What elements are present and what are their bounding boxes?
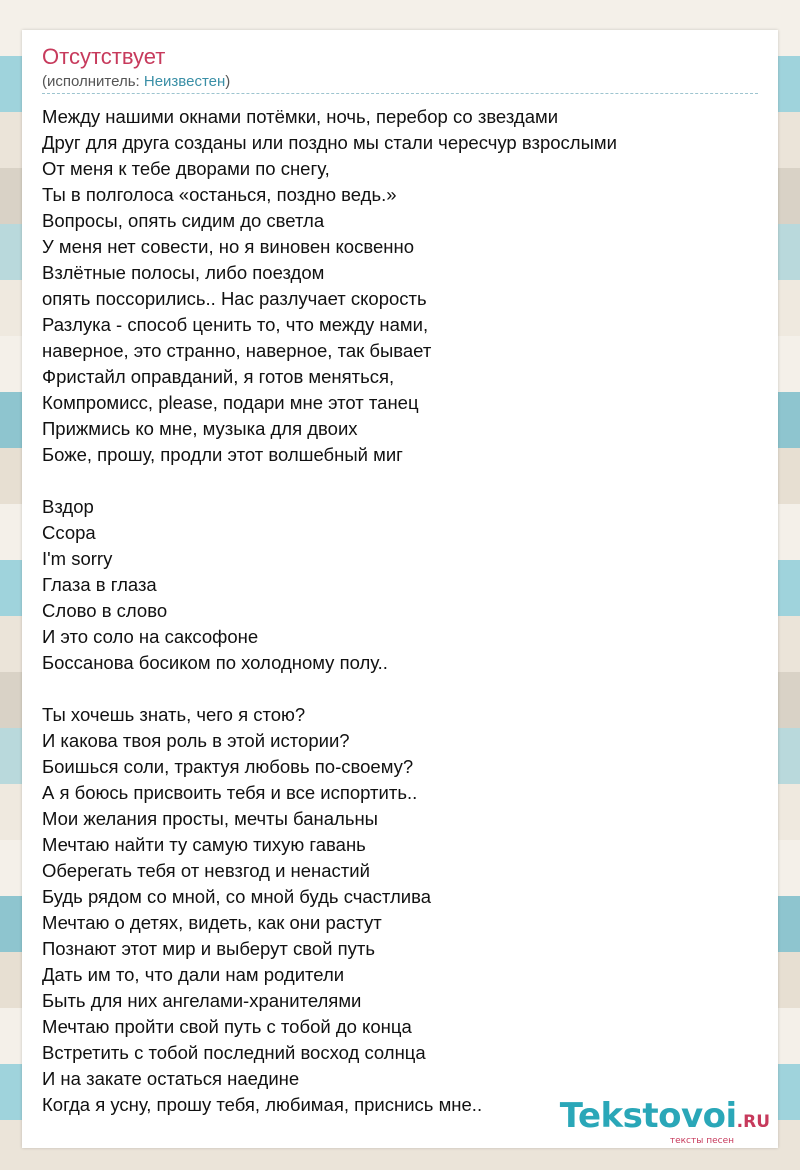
lyric-line: Боже, прошу, продли этот волшебный миг (42, 444, 403, 465)
lyric-line: опять поссорились.. Нас разлучает скорость (42, 288, 427, 309)
lyric-line: Компромисс, please, подари мне этот танец (42, 392, 419, 413)
lyric-line: И какова твоя роль в этой истории? (42, 730, 350, 751)
lyric-line: А я боюсь присвоить тебя и все испортить.. (42, 782, 418, 803)
lyric-line: Прижмись ко мне, музыка для двоих (42, 418, 358, 439)
lyric-line: И на закате остаться наедине (42, 1068, 300, 1089)
performer-suffix: ) (225, 73, 231, 90)
logo-tld: .RU (736, 1112, 770, 1132)
lyric-line: У меня нет совести, но я виновен косвенно (42, 236, 414, 257)
lyric-line: Фристайл оправданий, я готов меняться, (42, 366, 395, 387)
site-logo (560, 1098, 770, 1146)
lyric-line: Разлука - способ ценить то, что между нами, (42, 314, 429, 335)
lyric-line: наверное, это странно, наверное, так бывает (42, 340, 432, 361)
lyric-line: Глаза в глаза (42, 574, 157, 595)
lyric-line: Когда я усну, прошу тебя, любимая, приснись мне.. (42, 1094, 483, 1115)
lyric-line: И это соло на саксофоне (42, 626, 259, 647)
lyric-line: Дать им то, что дали нам родители (42, 964, 345, 985)
song-title: Отсутствует (42, 44, 166, 69)
verse (42, 104, 758, 468)
lyric-line: Ты хочешь знать, чего я стою? (42, 704, 306, 725)
performer-link[interactable]: Неизвестен (143, 73, 226, 90)
logo-wordmark (560, 1098, 770, 1140)
lyric-line: I'm sorry (42, 548, 113, 569)
logo-tagline: тексты песен (669, 1136, 734, 1146)
lyric-line: Между нашими окнами потёмки, ночь, перебор со звездами (42, 106, 559, 127)
lyric-line: Боишься соли, трактуя любовь по-своему? (42, 756, 414, 777)
performer-prefix: (исполнитель: (42, 73, 144, 90)
lyric-line: Мечтаю пройти свой путь с тобой до конца (42, 1016, 412, 1037)
lyric-line: Будь рядом со мной, со мной будь счастлива (42, 886, 432, 907)
performer-line (42, 73, 230, 90)
verse (42, 702, 758, 1118)
lyric-line: Ты в полголоса «останься, поздно ведь.» (42, 184, 397, 205)
lyric-line: Оберегать тебя от невзгод и ненастий (42, 860, 370, 881)
lyric-line: Познают этот мир и выберут свой путь (42, 938, 375, 959)
verse (42, 494, 758, 676)
lyric-line: Друг для друга созданы или поздно мы стали чересчур взрослыми (42, 132, 617, 153)
lyric-line: Встретить с тобой последний восход солнца (42, 1042, 426, 1063)
lyrics-text (42, 104, 758, 1118)
lyric-line: Вопросы, опять сидим до светла (42, 210, 325, 231)
lyric-line: От меня к тебе дворами по снегу, (42, 158, 330, 179)
lyric-line: Боссанова босиком по холодному полу.. (42, 652, 388, 673)
lyric-line: Мои желания просты, мечты банальны (42, 808, 378, 829)
lyric-line: Быть для них ангелами-хранителями (42, 990, 362, 1011)
lyric-line: Слово в слово (42, 600, 168, 621)
lyric-line: Мечтаю о детях, видеть, как они растут (42, 912, 382, 933)
lyric-line: Ссора (42, 522, 96, 543)
lyrics-card (22, 30, 778, 1148)
title-divider (42, 93, 758, 94)
lyric-line: Вздор (42, 496, 94, 517)
logo-brand: Tekstovoi (559, 1096, 737, 1136)
lyric-line: Мечтаю найти ту самую тихую гавань (42, 834, 366, 855)
lyric-line: Взлётные полосы, либо поездом (42, 262, 325, 283)
